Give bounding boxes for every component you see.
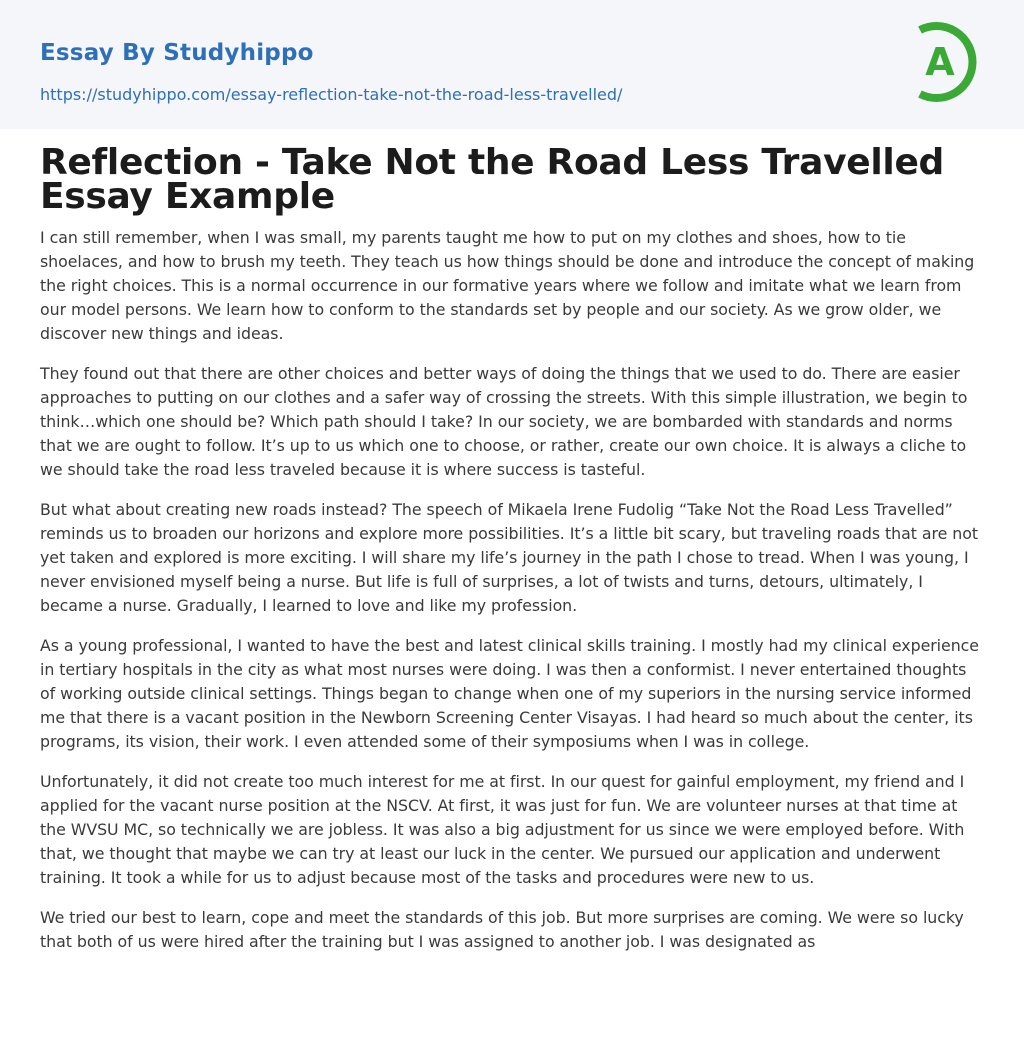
essay-title: Reflection - Take Not the Road Less Travelled Essay Example (40, 142, 945, 217)
essay-paragraph-5: Unfortunately, it did not create too much interest for me at first. In our quest for gainful employment, my friend and I applied for the vacant nurse position at the NSCV. At first, it was just for fun. We are volunteer nurses at that time at the WVSU MC, so technically we are jobless. It was also a big adjustment for us since we were employed before. With that, we thought that maybe we can try at least our luck in the center. We pursued our application and underwent training. It took a while for us to adjust because most of the tasks and procedures were new to us. (40, 772, 965, 887)
essay-paragraph-6: We tried our best to learn, cope and meet the standards of this job. But more surprises are coming. We were so lucky that both of us were hired after the training but I was assigned to another job. I was designated as (40, 908, 964, 951)
essay-body (40, 226, 986, 954)
essay-paragraph-4: As a young professional, I wanted to have the best and latest clinical skills training. I mostly had my clinical experience in tertiary hospitals in the city as what most nurses were doing. I was then a conformist. I never entertained thoughts of working outside clinical settings. Things began to change when one of my superiors in the nursing service informed me that there is a vacant position in the Newborn Screening Center Visayas. I had heard so much about the center, its programs, its vision, their work. I even attended some of their symposiums when I was in college. (40, 636, 979, 751)
essay-paragraph-3: But what about creating new roads instead? The speech of Mikaela Irene Fudolig “Take Not the Road Less Travelled” reminds us to broaden our horizons and explore more possibilities. It’s a little bit scary, but traveling roads that are not yet taken and explored is more exciting. I will share my life’s journey in the path I chose to tread. When I was young, I never envisioned myself being a nurse. But life is full of surprises, a lot of twists and turns, detours, ultimately, I became a nurse. Gradually, I learned to love and like my profession. (40, 500, 978, 615)
logo-letter: A (925, 40, 955, 84)
source-url-link[interactable]: https://studyhippo.com/essay-reflection-take-not-the-road-less-travelled/ (40, 85, 623, 104)
studyhippo-logo-icon[interactable] (912, 18, 988, 106)
essay-paragraph-1: I can still remember, when I was small, my parents taught me how to put on my clothes and shoes, how to tie shoelaces, and how to brush my teeth. They teach us how things should be done and introduce the concept of making the right choices. This is a normal occurrence in our formative years where we follow and imitate what we learn from our model persons. We learn how to conform to the standards set by people and our society. As we grow older, we discover new things and ideas. (40, 228, 975, 343)
site-header (0, 0, 1024, 129)
essay-article (40, 142, 986, 970)
brand-title[interactable]: Essay By Studyhippo (40, 40, 314, 66)
essay-paragraph-2: They found out that there are other choices and better ways of doing the things that we used to do. There are easier approaches to putting on our clothes and a safer way of crossing the streets. With this simple illustration, we begin to think…which one should be? Which path should I take? In our society, we are bombarded with standards and norms that we are ought to follow. It’s up to us which one to choose, or rather, create our own choice. It is always a cliche to we should take the road less traveled because it is where success is tasteful. (40, 364, 968, 479)
